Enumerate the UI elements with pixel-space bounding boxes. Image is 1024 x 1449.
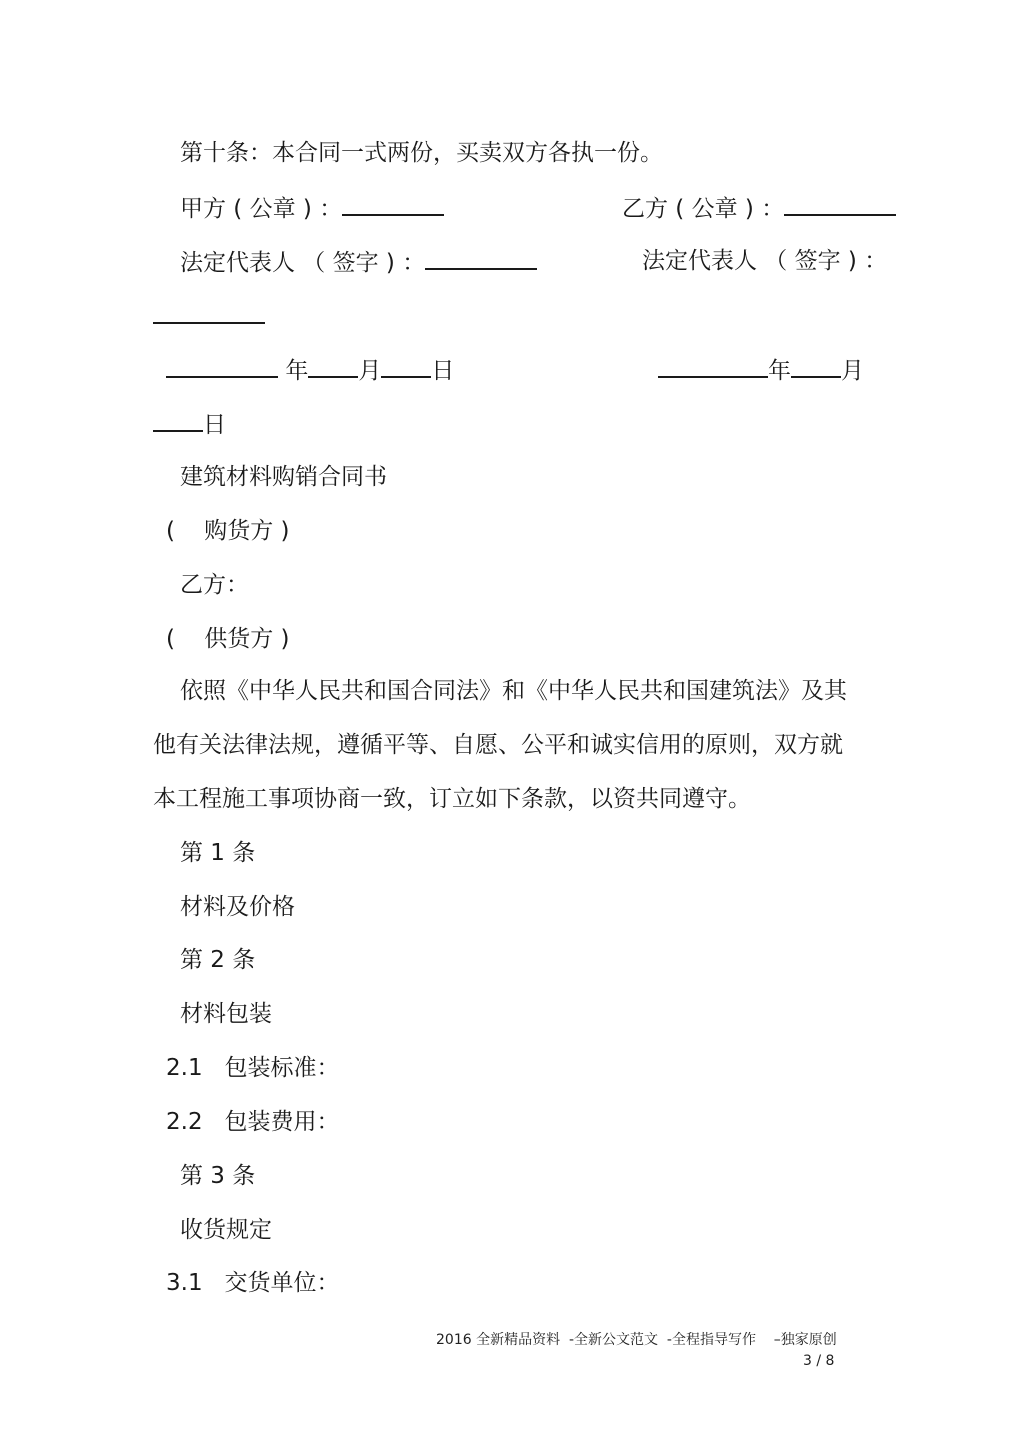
article-3-title: 收货规定	[180, 1217, 272, 1243]
rep-sign-a-blank	[425, 246, 537, 270]
article-1: 第 1 条	[180, 840, 256, 866]
date-b-month-blank	[791, 354, 841, 378]
para1-line2: 他有关法律法规，遵循平等、自愿、公平和诚实信用的原则，双方就	[153, 732, 843, 758]
item-2-1	[166, 1053, 340, 1083]
item-2-1-number: 2.1	[166, 1055, 203, 1081]
article-3: 第 3 条	[180, 1163, 256, 1189]
date-b-year: 年	[768, 358, 791, 384]
item-2-2-number: 2.2	[166, 1109, 203, 1135]
article-2: 第 2 条	[180, 947, 256, 973]
date-b-day-line	[153, 408, 226, 440]
date-a-day: 日	[431, 358, 455, 384]
date-b-day-blank	[153, 408, 203, 432]
clause-10: 第十条：本合同一式两份，买卖双方各执一份。	[180, 140, 663, 166]
article-2-title: 材料包装	[180, 1001, 272, 1027]
party-b-seal-blank	[784, 192, 896, 216]
date-b-line	[658, 354, 864, 386]
supplier-note: ( 供货方 )	[166, 626, 290, 652]
date-b-month: 月	[841, 358, 864, 384]
date-a-line	[166, 354, 454, 386]
party-a-seal-blank	[342, 192, 444, 216]
footer-tagline: 2016 全新精品资料 -全新公文范文 -全程指导写作 –独家原创	[436, 1332, 837, 1348]
item-2-2-text: 包装费用：	[224, 1109, 340, 1135]
item-3-1	[166, 1268, 340, 1298]
date-a-year: 年	[285, 358, 309, 384]
rep-sign-b-blank	[153, 300, 265, 324]
item-3-1-number: 3.1	[166, 1270, 203, 1296]
buyer-note: ( 购货方 )	[166, 518, 290, 544]
date-a-year-blank	[166, 354, 278, 378]
rep-sign-b-label: 法定代表人 （ 签字 ) ：	[642, 248, 888, 274]
party-a-seal-line	[180, 192, 444, 224]
rep-sign-a-line	[180, 246, 537, 278]
party-a-seal-label: 甲方 ( 公章 ) ：	[180, 196, 343, 222]
para1-line3: 本工程施工事项协商一致，订立如下条款，以资共同遵守。	[153, 786, 751, 812]
date-a-month: 月	[358, 358, 382, 384]
party-b-label: 乙方：	[180, 572, 249, 598]
rep-sign-a-label: 法定代表人 （ 签字 ) ：	[180, 250, 426, 276]
item-2-1-text: 包装标准：	[224, 1055, 340, 1081]
party-b-seal-line	[622, 192, 896, 224]
party-b-seal-label: 乙方 ( 公章 ) ：	[622, 196, 785, 222]
para1-line1: 依照《中华人民共和国合同法》和《中华人民共和国建筑法》及其	[180, 678, 847, 704]
date-a-month-blank	[308, 354, 358, 378]
rep-sign-b-blank-line	[153, 300, 265, 332]
item-2-2	[166, 1107, 340, 1137]
date-b-day: 日	[203, 412, 226, 438]
item-3-1-text: 交货单位：	[224, 1270, 340, 1296]
article-1-title: 材料及价格	[180, 894, 295, 920]
date-b-year-blank	[658, 354, 768, 378]
rep-sign-b-line	[642, 246, 887, 276]
page-number: 3 / 8	[803, 1353, 835, 1369]
date-a-day-blank	[381, 354, 431, 378]
contract-title: 建筑材料购销合同书	[180, 464, 387, 490]
